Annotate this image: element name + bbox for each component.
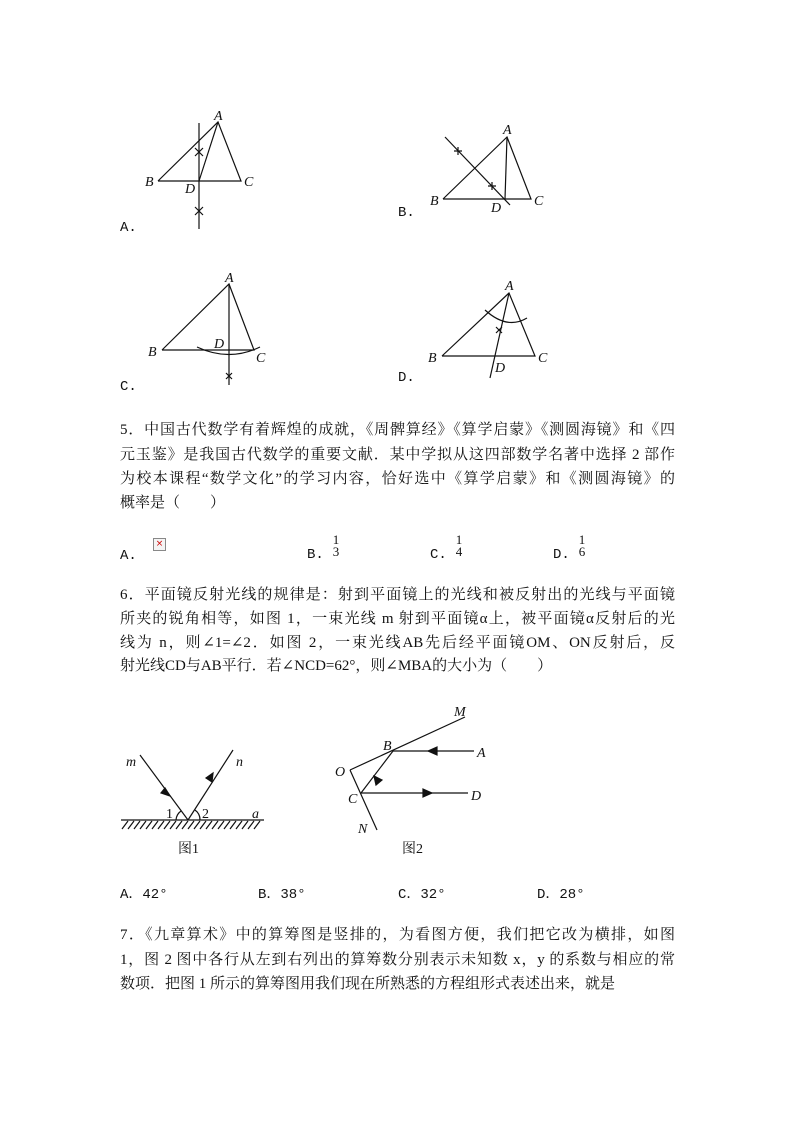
label-d: D xyxy=(471,789,482,804)
q6-figure-1 xyxy=(121,750,264,857)
q7-line: 7．《九章算术》中的算筹图是竖排的，为看图方便，我们把它改为横排，如图 xyxy=(120,927,675,943)
q6-option-c[interactable]: C．32° xyxy=(398,887,446,903)
q7-line: 1，图 2 图中各行从左到右列出的算筹数分别表示未知数 x，y 的系数与相应的常 xyxy=(120,952,675,968)
fraction-one-sixth xyxy=(575,534,589,558)
figure-2-caption: 图2 xyxy=(402,842,423,857)
q5-option-c[interactable]: C. xyxy=(430,547,447,563)
label-b: B xyxy=(428,351,437,366)
label-d: D xyxy=(495,361,506,376)
label-c: C xyxy=(534,194,544,209)
label-a: A xyxy=(505,279,514,294)
q6-line: 线为 n，则∠1=∠2．如图 2，一束光线AB先后经平面镜OM、ON反射后，反 xyxy=(120,635,675,651)
label-b: B xyxy=(383,739,392,754)
broken-image-icon: × xyxy=(153,538,166,551)
figure-b xyxy=(430,123,544,216)
q4-option-d-label: D. xyxy=(398,370,415,386)
denominator: 4 xyxy=(455,544,463,559)
fraction-one-quarter xyxy=(452,534,466,558)
q6-line: 所夹的锐角相等，如图 1，一束光线 m 射到平面镜α上，被平面镜α反射后的光 xyxy=(120,611,675,627)
mirror-hatching xyxy=(122,821,260,829)
label-c: C xyxy=(348,792,358,807)
label-d: D xyxy=(185,182,196,197)
q6-line: 6．平面镜反射光线的规律是：射到平面镜上的光线和被反射出的光线与平面镜 xyxy=(120,587,675,603)
label-a: A xyxy=(225,271,234,286)
label-a: A xyxy=(477,746,486,761)
figure-d xyxy=(428,279,548,378)
numerator: 1 xyxy=(578,532,586,547)
figure-a xyxy=(145,109,254,229)
denominator: 6 xyxy=(578,544,586,559)
q6-line: 射光线CD与AB平行．若∠NCD=62°，则∠MBA的大小为（ ） xyxy=(120,658,553,674)
label-angle-2: 2 xyxy=(202,807,209,822)
q5-line: 为校本课程“数学文化”的学习内容，恰好选中《算学启蒙》和《测圆海镜》的 xyxy=(120,471,675,487)
label-n: N xyxy=(358,822,368,837)
label-d: D xyxy=(491,201,502,216)
label-c: C xyxy=(256,351,266,366)
figure-1-caption: 图1 xyxy=(178,842,199,857)
denominator: 3 xyxy=(332,544,340,559)
q5-option-a[interactable]: A. xyxy=(120,548,137,564)
label-n: n xyxy=(236,755,243,770)
q4-option-a-label: A. xyxy=(120,220,137,236)
numerator: 1 xyxy=(332,532,340,547)
numerator: 1 xyxy=(455,532,463,547)
label-a: A xyxy=(214,109,223,124)
q6-option-d[interactable]: D．28° xyxy=(537,887,585,903)
q4-option-c-label: C. xyxy=(120,379,137,395)
label-o: O xyxy=(335,765,346,780)
label-angle-1: 1 xyxy=(166,807,173,822)
label-b: B xyxy=(430,194,439,209)
label-b: B xyxy=(145,175,154,190)
fraction-one-third xyxy=(329,534,343,558)
q5-option-b[interactable]: B. xyxy=(307,547,324,563)
label-b: B xyxy=(148,345,157,360)
q5-line: 概率是（ ） xyxy=(120,495,226,511)
q6-option-b[interactable]: B．38° xyxy=(258,887,306,903)
label-d: D xyxy=(214,337,225,352)
label-m: m xyxy=(126,755,137,770)
q5-option-d[interactable]: D. xyxy=(553,547,570,563)
q5-line: 元玉鉴》是我国古代数学的重要文献．某中学拟从这四部数学名著中选择 2 部作 xyxy=(120,447,675,463)
label-mirror-a: a xyxy=(252,807,259,822)
figure-c xyxy=(148,271,266,385)
label-a: A xyxy=(503,123,512,138)
q6-figure-2 xyxy=(335,705,486,857)
label-m: M xyxy=(454,705,466,720)
label-c: C xyxy=(538,351,548,366)
q4-option-b-label: B. xyxy=(398,205,415,221)
label-c: C xyxy=(244,175,254,190)
q5-line: 5．中国古代数学有着辉煌的成就，《周髀算经》《算学启蒙》《测圆海镜》和《四 xyxy=(120,422,675,438)
q6-option-a[interactable]: A．42° xyxy=(120,887,168,903)
q7-line: 数项．把图 1 所示的算筹图用我们现在所熟悉的方程组形式表述出来，就是 xyxy=(120,976,616,992)
